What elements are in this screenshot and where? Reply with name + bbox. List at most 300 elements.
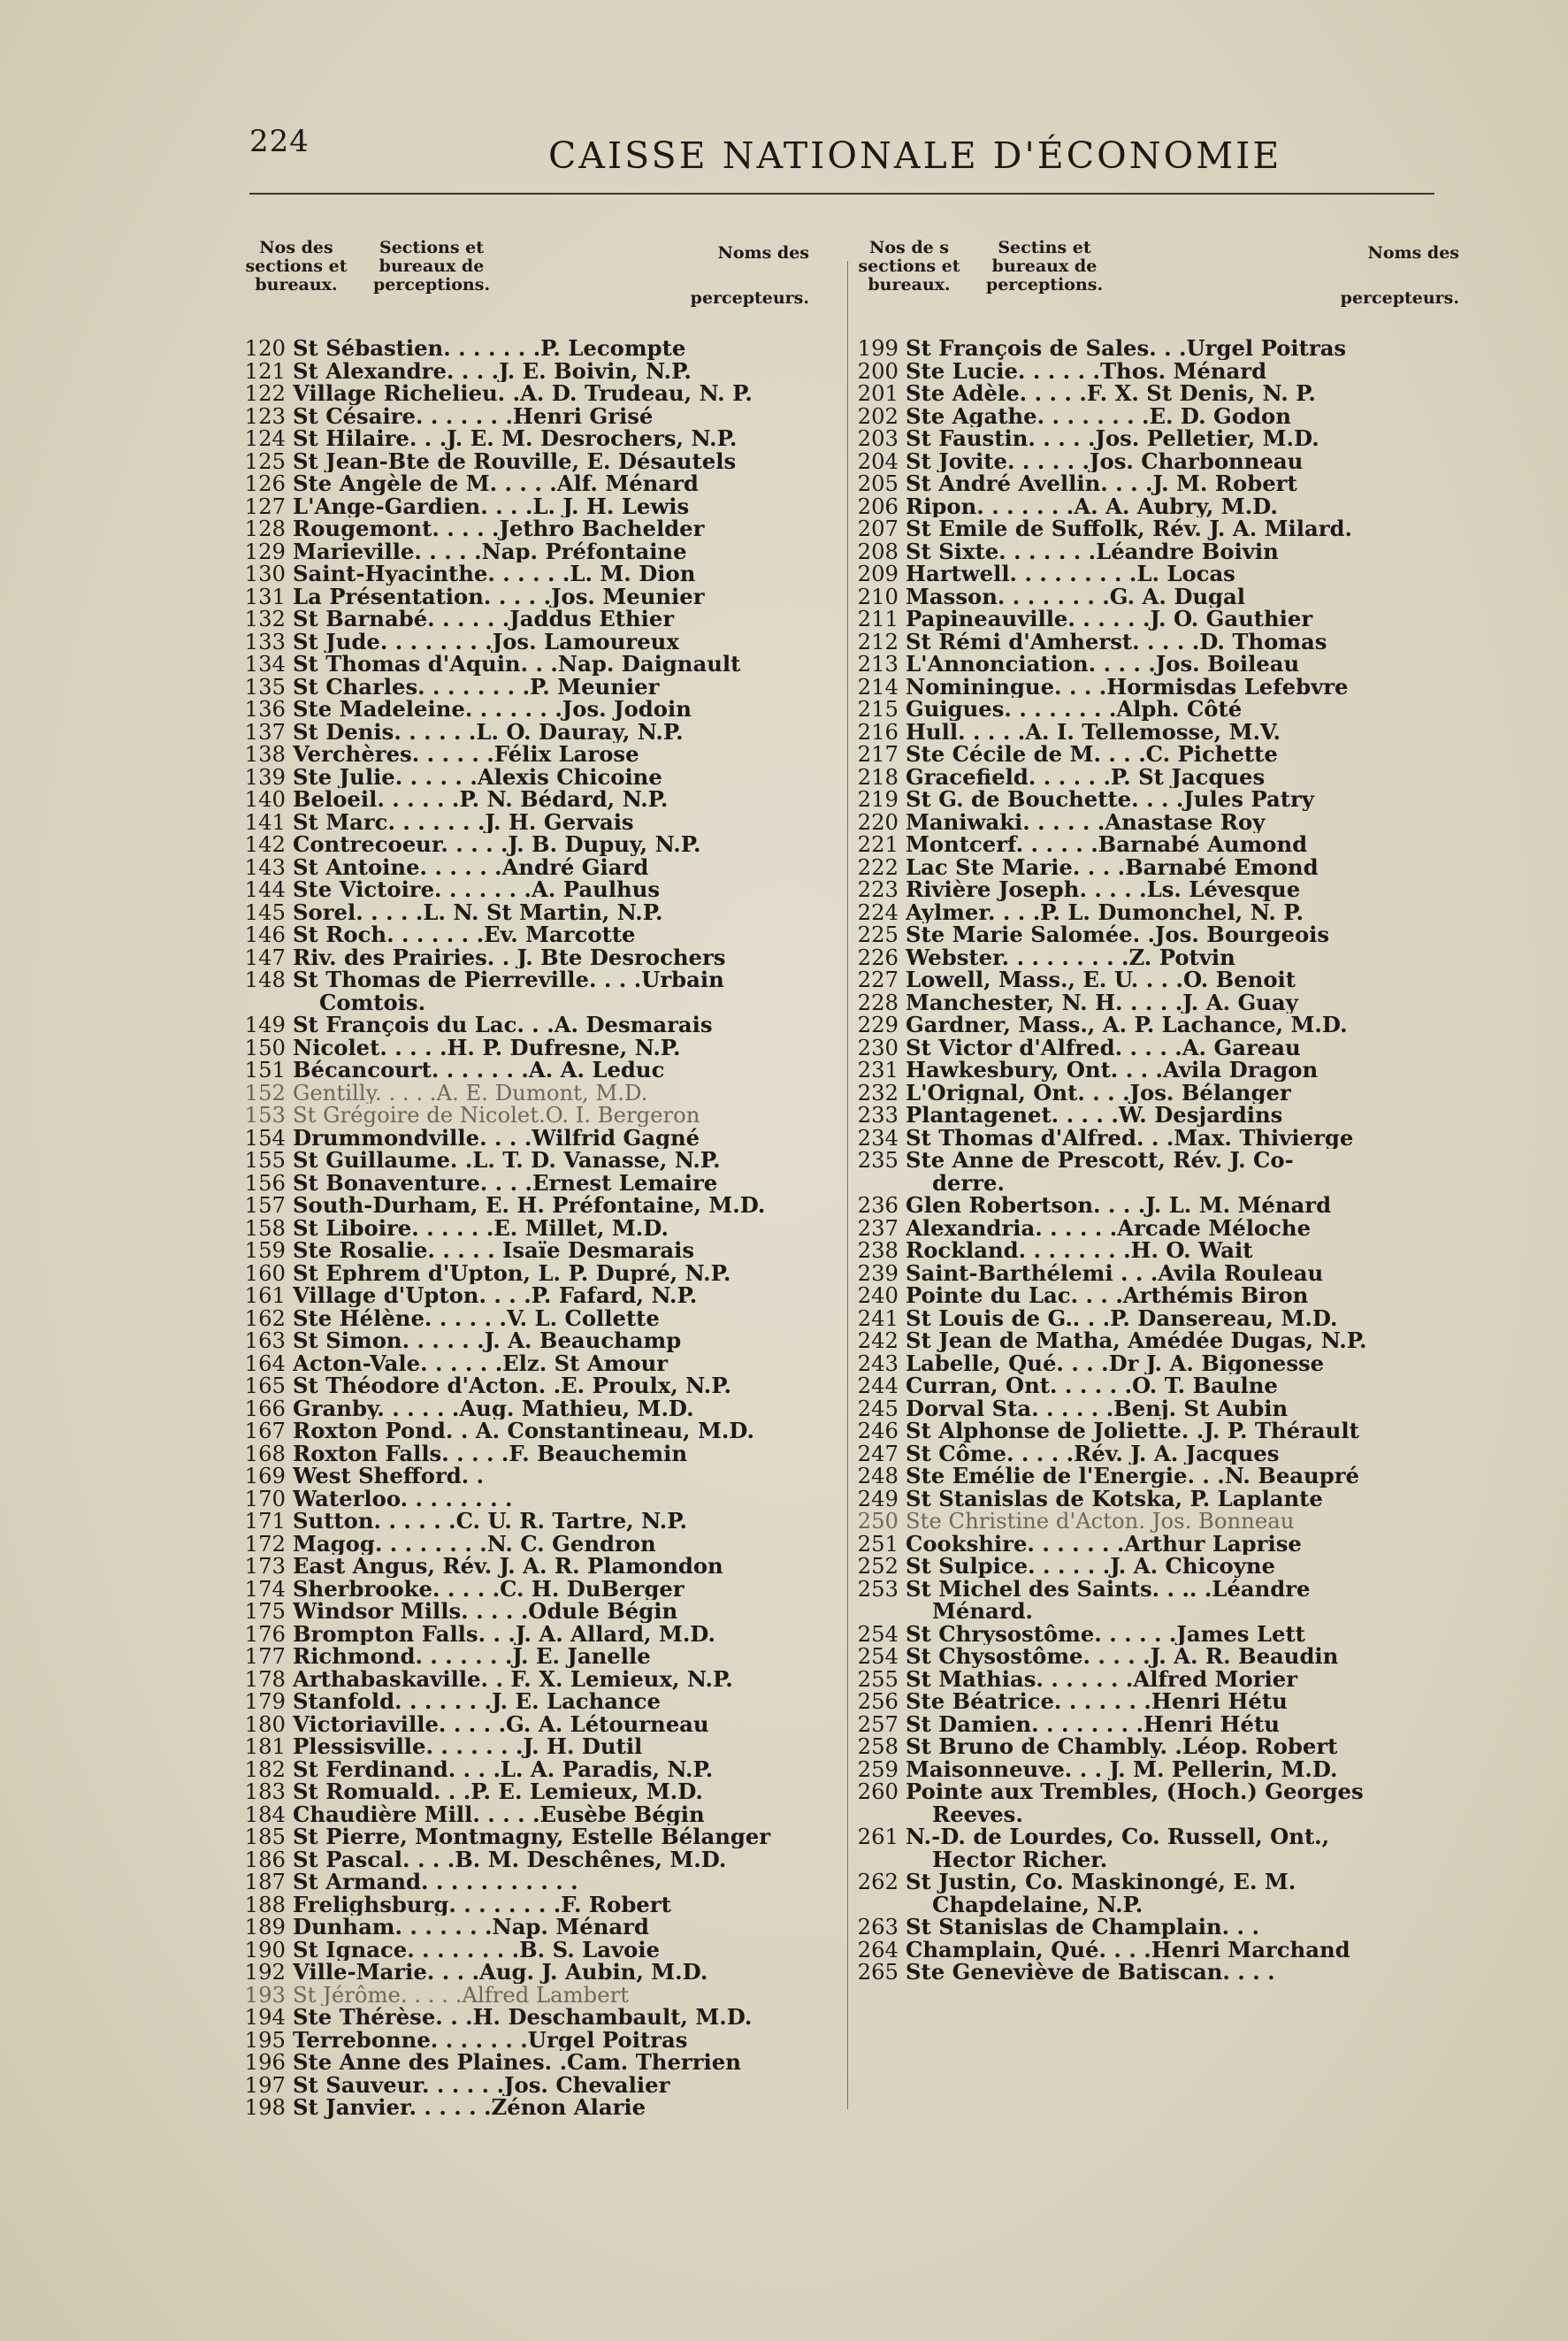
section-and-collector: Contrecoeur. . . . .J. B. Dupuy, N.P. [293, 833, 701, 856]
section-and-collector: Acton-Vale. . . . . .Elz. St Amour [293, 1351, 669, 1374]
section-and-collector: St Jean de Matha, Amédée Dugas, N.P. [906, 1329, 1367, 1352]
section-and-collector: St François du Lac. . .A. Desmarais [293, 1014, 713, 1037]
list-item [243, 1014, 809, 1037]
list-item [243, 1329, 809, 1352]
section-number: 200 [857, 357, 899, 384]
list-item [856, 495, 1459, 518]
section-and-collector: Hull. . . . .A. I. Tellemosse, M.V. [906, 720, 1281, 743]
section-number: 195 [244, 2026, 286, 2053]
section-and-collector: St Ferdinand. . . .L. A. Paradis, N.P. [293, 1757, 714, 1780]
section-and-collector: St Barnabé. . . . . .Jaddus Ethier [293, 608, 675, 631]
section-number: 251 [857, 1530, 899, 1557]
section-and-collector: Hartwell. . . . . . . . .L. Locas [906, 562, 1235, 585]
section-number: 187 [244, 1869, 286, 1894]
section-and-collector: Granby. . . . . .Aug. Mathieu, M.D. [293, 1396, 694, 1419]
section-and-collector: Lowell, Mass., E. U. . . .O. Benoit [906, 968, 1296, 991]
section-and-collector: Ste Emélie de l'Energie. . .N. Beaupré [906, 1465, 1359, 1488]
section-and-collector: South-Durham, E. H. Préfontaine, M.D. [293, 1194, 766, 1217]
section-number: 136 [244, 696, 286, 722]
section-number: 217 [857, 741, 899, 767]
section-and-collector: St Janvier. . . . . .Zénon Alarie [293, 2096, 646, 2119]
section-number: 224 [857, 899, 899, 925]
section-number: 209 [857, 561, 899, 586]
section-and-collector: Ste Cécile de M. . . .C. Pichette [906, 743, 1278, 766]
list-item [243, 357, 809, 384]
section-and-collector: St Ignace. . . . . . . .B. S. Lavoie [293, 1938, 661, 1961]
list-item [243, 698, 809, 721]
section-and-collector: Ste Madeleine. . . . . . .Jos. Jodoin [293, 698, 692, 721]
list-item [856, 1079, 1459, 1105]
section-and-collector: St G. de Bouchette. . . .Jules Patry [906, 788, 1314, 811]
section-number: 163 [244, 1327, 286, 1353]
list-item [243, 1575, 809, 1602]
section-number: 257 [857, 1710, 899, 1737]
section-number: 167 [244, 1418, 286, 1443]
section-number: 170 [244, 1485, 286, 1511]
list-item [856, 562, 1459, 585]
list-item [856, 1284, 1459, 1307]
column-divider [847, 261, 848, 2109]
section-and-collector: St Sébastien. . . . . . .P. Lecompte [293, 337, 686, 360]
section-and-collector: St Charles. . . . . . . .P. Meunier [293, 675, 660, 698]
section-number: 247 [857, 1440, 899, 1466]
section-and-collector: Ste Lucie. . . . . .Thos. Ménard [906, 359, 1267, 382]
section-and-collector: Ste Julie. . . . . .Alexis Chicoine [293, 765, 662, 788]
list-item [243, 540, 809, 563]
section-number: 239 [857, 1259, 899, 1286]
section-and-collector: Riv. des Prairies. . J. Bte Desrochers [293, 945, 726, 968]
list-item [856, 1555, 1459, 1578]
list-item [243, 743, 809, 766]
list-item [856, 337, 1459, 360]
section-number: 160 [244, 1259, 286, 1286]
section-number: 155 [244, 1147, 286, 1173]
section-and-collector: Plessisville. . . . . . .J. H. Dutil [293, 1735, 643, 1758]
section-number: 176 [244, 1620, 286, 1647]
section-and-collector: Ste Christine d'Acton. Jos. Bonneau [906, 1510, 1295, 1533]
list-item [856, 1124, 1459, 1151]
section-and-collector: St Côme. . . . .Rév. J. A. Jacques [906, 1442, 1280, 1465]
list-item [243, 763, 809, 790]
section-and-collector: St Stanislas de Champlain. . . [906, 1916, 1259, 1939]
section-number: 124 [244, 425, 286, 451]
section-number: 199 [857, 335, 899, 361]
list-item [856, 1735, 1459, 1758]
section-and-collector: St Emile de Suffolk, Rév. J. A. Milard. [906, 517, 1352, 540]
list-item [243, 788, 809, 811]
section-number: 204 [857, 448, 899, 474]
section-number: 220 [857, 808, 899, 835]
section-and-collector: Rougemont. . . . .Jethro Bachelder [293, 517, 705, 540]
section-and-collector: St Chysostôme. . . . .J. A. R. Beaudin [906, 1645, 1339, 1668]
section-and-collector: Cookshire. . . . . . .Arthur Laprise [906, 1532, 1302, 1555]
section-and-collector: Ste Geneviève de Batiscan. . . . [906, 1961, 1275, 1984]
section-and-collector: Brompton Falls. . .J. A. Allard, M.D. [293, 1622, 715, 1645]
section-and-collector: St Alphonse de Joliette. .J. P. Thérault [906, 1419, 1359, 1442]
section-and-collector: St Hilaire. . .J. E. M. Desrochers, N.P. [293, 427, 738, 450]
header-collector-names-line1: Noms des [1367, 243, 1459, 263]
section-and-collector: St Romuald. . .P. E. Lemieux, M.D. [293, 1780, 703, 1803]
list-item [243, 608, 809, 631]
section-and-collector: Rockland. . . . . . . .H. O. Wait [906, 1239, 1253, 1262]
section-and-collector: Dunham. . . . . . .Nap. Ménard [293, 1916, 649, 1939]
section-and-collector: St Faustin. . . . .Jos. Pelletier, M.D. [906, 427, 1319, 450]
section-and-collector: Pointe aux Trembles, (Hoch.) Georges [906, 1780, 1364, 1803]
list-item [856, 1961, 1459, 1984]
list-item [856, 1374, 1459, 1397]
list-item [243, 1194, 809, 1217]
list-item [856, 1710, 1459, 1737]
list-item [856, 1825, 1459, 1848]
section-number: 201 [857, 380, 899, 406]
list-item [243, 1214, 809, 1241]
section-and-collector: St Marc. . . . . . .J. H. Gervais [293, 810, 634, 833]
section-and-collector: Arthabaskaville. . F. X. Lemieux, N.P. [293, 1667, 733, 1690]
section-number: 132 [244, 606, 286, 631]
section-number: 126 [244, 470, 286, 496]
list-item [856, 1916, 1459, 1939]
section-and-collector: Nominingue. . . .Hormisdas Lefebvre [906, 675, 1349, 698]
section-and-collector: Ste Anne de Prescott, Rév. J. Co- [906, 1149, 1294, 1172]
list-item [856, 743, 1459, 766]
section-number: 254 [857, 1620, 899, 1647]
list-item [243, 653, 809, 676]
entry-continuation: derre. [932, 1169, 1005, 1196]
section-and-collector: Ste Rosalie. . . . . Isaïe Desmarais [293, 1239, 695, 1262]
section-number: 260 [857, 1779, 899, 1804]
section-and-collector: Nicolet. . . . .H. P. Dufresne, N.P. [293, 1036, 681, 1059]
list-item [243, 517, 809, 540]
section-number: 162 [244, 1304, 286, 1331]
list-item [856, 1665, 1459, 1692]
list-item [856, 517, 1459, 540]
section-and-collector: Ste Agathe. . . . . . . .E. D. Godon [906, 404, 1291, 427]
list-item [243, 1961, 809, 1984]
list-item [856, 472, 1459, 495]
section-number: 144 [244, 876, 286, 902]
section-and-collector: Saint-Barthélemi . . .Avila Rouleau [906, 1261, 1324, 1284]
list-item [856, 402, 1459, 429]
section-number: 174 [244, 1575, 286, 1602]
section-number: 120 [244, 335, 286, 361]
section-and-collector: St Bruno de Chambly. .Léop. Robert [906, 1735, 1338, 1758]
section-number: 169 [244, 1463, 286, 1488]
section-number: 228 [857, 989, 899, 1015]
section-number: 212 [857, 628, 899, 654]
section-number: 219 [857, 786, 899, 812]
section-number: 244 [857, 1373, 899, 1398]
header-rule [249, 193, 1434, 195]
section-number: 205 [857, 470, 899, 496]
list-item [243, 718, 809, 745]
section-number: 135 [244, 673, 286, 700]
list-item [243, 585, 809, 608]
section-number: 230 [857, 1034, 899, 1060]
section-and-collector: St Roch. . . . . . .Ev. Marcotte [293, 923, 636, 946]
section-and-collector: L'Ange-Gardien. . . .L. J. H. Lewis [293, 494, 690, 517]
list-item [856, 1575, 1459, 1602]
section-and-collector: Lac Ste Marie. . . .Barnabé Emond [906, 855, 1319, 878]
section-number: 236 [857, 1192, 899, 1218]
list-item [243, 878, 809, 901]
list-item [856, 991, 1459, 1014]
section-number: 203 [857, 425, 899, 451]
list-item [856, 946, 1459, 969]
list-item [243, 2071, 809, 2098]
list-item [856, 808, 1459, 835]
section-and-collector: Beloeil. . . . . .P. N. Bédard, N.P. [293, 788, 669, 811]
list-item [243, 2006, 809, 2029]
section-and-collector: St Jean-Bte de Rouville, E. Désautels [293, 449, 737, 472]
section-number: 140 [244, 786, 286, 812]
list-item [243, 1259, 809, 1286]
section-and-collector: Ripon. . . . . . .A. A. Aubry, M.D. [906, 494, 1278, 517]
list-item [243, 1124, 809, 1151]
list-item [243, 2051, 809, 2074]
list-item [856, 357, 1459, 384]
section-number: 245 [857, 1395, 899, 1421]
list-item [243, 1284, 809, 1307]
list-item [243, 337, 809, 360]
header-collector-names-line2: percepteurs. [1340, 288, 1459, 308]
list-item [856, 1059, 1459, 1082]
list-item [856, 1530, 1459, 1557]
section-and-collector: Gardner, Mass., A. P. Lachance, M.D. [906, 1014, 1348, 1037]
section-number: 153 [244, 1102, 286, 1128]
section-and-collector: Aylmer. . . .P. L. Dumonchel, N. P. [906, 900, 1304, 923]
section-number: 177 [244, 1643, 286, 1669]
section-number: 196 [244, 2049, 286, 2075]
section-and-collector: St Michel des Saints. . .. .Léandre [906, 1577, 1311, 1600]
section-number: 145 [244, 899, 286, 925]
section-number: 161 [244, 1282, 286, 1308]
section-and-collector: Papineauville. . . . . .J. O. Gauthier [906, 608, 1313, 631]
section-number: 151 [244, 1057, 286, 1083]
section-and-collector: Pointe du Lac. . . .Arthémis Biron [906, 1284, 1309, 1307]
section-and-collector: St Chrysostôme. . . . . .James Lett [906, 1622, 1305, 1645]
section-and-collector: St Denis. . . . . .L. O. Dauray, N.P. [293, 720, 684, 743]
list-item [856, 1304, 1459, 1331]
section-number: 182 [244, 1756, 286, 1782]
section-number: 180 [244, 1710, 286, 1737]
list-item [243, 1397, 809, 1420]
section-and-collector: St François de Sales. . .Urgel Poitras [906, 337, 1347, 360]
list-item [856, 1645, 1459, 1668]
section-number: 202 [857, 402, 899, 429]
section-number: 134 [244, 651, 286, 677]
section-number: 127 [244, 493, 286, 519]
section-and-collector: Maniwaki. . . . . .Anastase Roy [906, 810, 1266, 833]
section-and-collector: St Thomas d'Alfred. . .Max. Thivierge [906, 1126, 1354, 1149]
section-number: 263 [857, 1914, 899, 1939]
section-and-collector: Chaudière Mill. . . . .Eusèbe Bégin [293, 1802, 705, 1825]
section-and-collector: Village Richelieu. .A. D. Trudeau, N. P. [293, 382, 753, 405]
list-item [856, 968, 1459, 991]
section-number: 235 [857, 1147, 899, 1173]
section-and-collector: St André Avellin. . . .J. M. Robert [906, 472, 1297, 495]
section-number: 142 [244, 831, 286, 857]
list-item [856, 1758, 1459, 1781]
section-number: 178 [244, 1665, 286, 1692]
section-and-collector: St Liboire. . . . . .E. Millet, M.D. [293, 1216, 669, 1239]
list-item [856, 1936, 1459, 1962]
list-item [243, 628, 809, 654]
section-and-collector: St Damien. . . . . . . .Henri Hétu [906, 1712, 1280, 1735]
section-and-collector: Masson. . . . . . . .G. A. Dugal [906, 585, 1246, 608]
list-item [243, 1665, 809, 1692]
section-number: 213 [857, 651, 899, 677]
list-item [243, 1780, 809, 1803]
section-number: 233 [857, 1102, 899, 1128]
section-and-collector: Glen Robertson. . . .J. L. M. Ménard [906, 1194, 1332, 1217]
section-number: 243 [857, 1350, 899, 1376]
section-number: 258 [857, 1733, 899, 1759]
section-and-collector: St Simon. . . . . .J. A. Beauchamp [293, 1329, 682, 1352]
list-item [243, 1981, 809, 2008]
section-number: 250 [857, 1508, 899, 1534]
section-number: 149 [244, 1012, 286, 1037]
list-item [856, 788, 1459, 811]
section-and-collector: Curran, Ont. . . . . .O. T. Baulne [906, 1374, 1278, 1397]
section-and-collector: St Victor d'Alfred. . . . .A. Gareau [906, 1036, 1301, 1059]
section-and-collector: Terrebonne. . . . . . .Urgel Poitras [293, 2028, 688, 2051]
section-number: 265 [857, 1959, 899, 1985]
list-item [243, 1510, 809, 1533]
section-and-collector: St Sulpice. . . . . .J. A. Chicoyne [906, 1555, 1275, 1578]
section-and-collector: St Louis de G.. . .P. Dansereau, M.D. [906, 1306, 1338, 1329]
section-number: 141 [244, 808, 286, 835]
section-number: 165 [244, 1373, 286, 1398]
list-item [243, 2096, 809, 2119]
section-and-collector: St Grégoire de Nicolet.O. I. Bergeron [293, 1104, 700, 1127]
section-number: 164 [244, 1350, 286, 1376]
section-number: 207 [857, 516, 899, 541]
section-number: 225 [857, 922, 899, 947]
list-item [243, 1419, 809, 1442]
list-item [856, 763, 1459, 790]
section-and-collector: Montcerf. . . . . .Barnabé Aumond [906, 833, 1308, 856]
header-collector-names-line1: Noms des [717, 243, 809, 263]
section-number: 222 [857, 853, 899, 880]
section-number: 190 [244, 1936, 286, 1962]
list-item [856, 901, 1459, 924]
list-item [243, 968, 809, 991]
section-number: 192 [244, 1959, 286, 1985]
section-number: 218 [857, 763, 899, 790]
entry-list [243, 337, 809, 2119]
section-and-collector: St Césaire. . . . . . .Henri Grisé [293, 404, 654, 427]
section-number: 154 [244, 1124, 286, 1151]
list-item [243, 472, 809, 495]
section-number: 215 [857, 696, 899, 722]
column-header [856, 239, 1459, 332]
list-item [856, 1780, 1459, 1803]
section-and-collector: Rivière Joseph. . . . .Ls. Lévesque [906, 878, 1301, 901]
section-number: 227 [857, 967, 899, 992]
list-item [856, 1329, 1459, 1352]
list-item [243, 495, 809, 518]
section-number: 198 [244, 2094, 286, 2120]
section-and-collector: Roxton Pond. . A. Constantineau, M.D. [293, 1419, 754, 1442]
section-and-collector: Frelighsburg. . . . . . . .F. Robert [293, 1893, 671, 1916]
section-number: 184 [244, 1801, 286, 1827]
section-and-collector: Marieville. . . . .Nap. Préfontaine [293, 539, 687, 562]
section-and-collector: Gracefield. . . . . .P. St Jacques [906, 765, 1266, 788]
list-item [856, 653, 1459, 676]
list-item [243, 1936, 809, 1962]
section-and-collector: Village d'Upton. . . .P. Fafard, N.P. [293, 1284, 698, 1307]
section-number: 172 [244, 1530, 286, 1557]
section-number: 139 [244, 763, 286, 790]
section-number: 261 [857, 1824, 899, 1849]
list-item [243, 1034, 809, 1060]
list-item [856, 1034, 1459, 1060]
section-number: 249 [857, 1485, 899, 1511]
list-item [243, 427, 809, 450]
list-item [856, 540, 1459, 563]
section-and-collector: Roxton Falls. . . . .F. Beauchemin [293, 1442, 688, 1465]
page-number: 224 [249, 124, 310, 159]
section-and-collector: St Armand. . . . . . . . . . . [293, 1871, 578, 1893]
section-and-collector: Ste Béatrice. . . . . . .Henri Hétu [906, 1690, 1288, 1713]
section-number: 188 [244, 1891, 286, 1917]
list-item [243, 450, 809, 473]
section-and-collector: La Présentation. . . . .Jos. Meunier [293, 585, 705, 608]
list-item [856, 1352, 1459, 1375]
list-item [243, 1352, 809, 1375]
entry-continuation: Chapdelaine, N.P. [932, 1891, 1143, 1917]
list-item [243, 946, 809, 969]
section-number: 166 [244, 1395, 286, 1421]
list-item [243, 901, 809, 924]
section-and-collector: Maisonneuve. . . J. M. Pellerin, M.D. [906, 1757, 1338, 1780]
entry-continuation: Reeves. [932, 1801, 1023, 1827]
section-and-collector: Hawkesbury, Ont. . . .Avila Dragon [906, 1059, 1319, 1082]
section-and-collector: Ste Angèle de M. . . . .Alf. Ménard [293, 472, 699, 495]
section-and-collector: Victoriaville. . . . .G. A. Létourneau [293, 1712, 709, 1735]
section-number: 242 [857, 1327, 899, 1353]
section-and-collector: St Sixte. . . . . . .Léandre Boivin [906, 539, 1279, 562]
section-number: 130 [244, 561, 286, 586]
list-item [243, 1758, 809, 1781]
section-and-collector: St Pierre, Montmagny, Estelle Bélanger [293, 1825, 771, 1848]
section-number: 246 [857, 1418, 899, 1443]
column-header [243, 239, 809, 332]
section-number: 264 [857, 1936, 899, 1962]
section-number: 214 [857, 673, 899, 700]
section-number: 241 [857, 1304, 899, 1331]
section-number: 259 [857, 1756, 899, 1782]
left-column [243, 239, 809, 2119]
section-number: 237 [857, 1214, 899, 1241]
list-item [243, 1735, 809, 1758]
section-and-collector: Sutton. . . . . .C. U. R. Tartre, N.P. [293, 1510, 687, 1533]
section-and-collector: Ville-Marie. . . .Aug. J. Aubin, M.D. [293, 1961, 708, 1984]
section-number: 171 [244, 1508, 286, 1534]
list-item [243, 382, 809, 405]
header-section-names: Sections et bureaux de perceptions. [372, 238, 491, 295]
list-item [856, 1419, 1459, 1442]
list-item [856, 1259, 1459, 1286]
header-collector-names-line2: percepteurs. [690, 288, 809, 308]
section-number: 206 [857, 493, 899, 519]
entry-list [856, 337, 1459, 1984]
section-number: 262 [857, 1869, 899, 1894]
section-and-collector: St Thomas d'Aquin. . .Nap. Daignault [293, 653, 741, 676]
list-item [856, 698, 1459, 721]
section-and-collector: St Jovite. . . . . .Jos. Charbonneau [906, 449, 1304, 472]
section-number: 240 [857, 1282, 899, 1308]
